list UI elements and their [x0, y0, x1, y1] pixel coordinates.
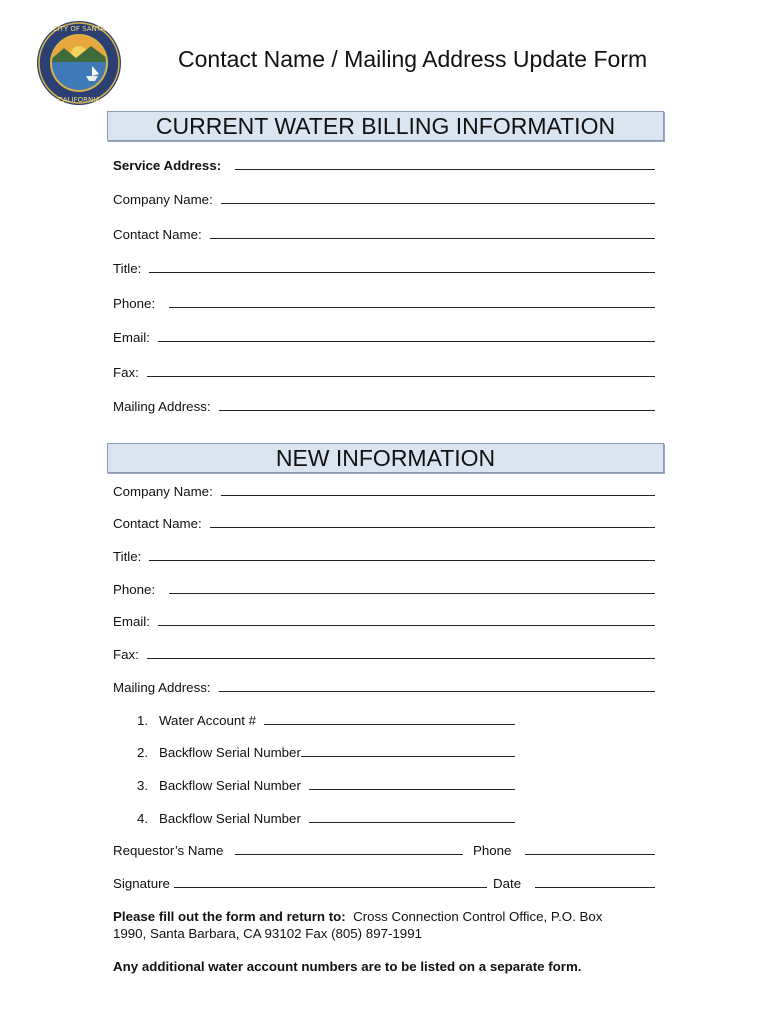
item-number: 3.: [137, 778, 149, 793]
field-water-account[interactable]: [137, 713, 515, 728]
field-mailing-address[interactable]: [113, 399, 655, 414]
field-backflow-serial-2[interactable]: [137, 778, 515, 793]
field-label: Title:: [113, 549, 142, 564]
item-number: 1.: [137, 713, 149, 728]
field-label: Company Name:: [113, 192, 213, 207]
field-label: Phone:: [113, 296, 156, 311]
field-label: Phone:: [113, 582, 156, 597]
current-info-heading: CURRENT WATER BILLING INFORMATION: [107, 111, 664, 141]
svg-text:CITY OF SANTA: CITY OF SANTA: [52, 25, 106, 33]
city-seal-icon: [36, 18, 122, 108]
field-backflow-serial-1[interactable]: [137, 745, 515, 760]
field-label: Water Account #: [159, 713, 257, 728]
field-label: Contact Name:: [113, 227, 202, 242]
field-service-address[interactable]: [113, 158, 655, 173]
additional-accounts-note: Any additional water account numbers are to be listed on a separate form.: [113, 959, 582, 974]
field-label: Signature: [113, 876, 170, 891]
field-label: Fax:: [113, 365, 139, 380]
field-email[interactable]: [113, 330, 655, 345]
field-fax[interactable]: [113, 365, 655, 380]
new-field-email[interactable]: [113, 614, 655, 629]
field-label: Email:: [113, 330, 150, 345]
svg-text:CALIFORNIA: CALIFORNIA: [57, 96, 101, 104]
field-requestor-phone[interactable]: [473, 843, 655, 858]
field-label: Mailing Address:: [113, 399, 211, 414]
item-number: 4.: [137, 811, 149, 826]
field-label: Email:: [113, 614, 150, 629]
field-label: Requestor’s Name: [113, 843, 224, 858]
new-field-mailing-address[interactable]: [113, 680, 655, 695]
requestor-row: [113, 843, 655, 858]
page-title: Contact Name / Mailing Address Update Form: [178, 46, 648, 72]
field-date[interactable]: [493, 876, 655, 891]
field-label: Backflow Serial Number: [159, 811, 301, 826]
field-phone[interactable]: [113, 296, 655, 311]
new-field-title[interactable]: [113, 549, 655, 564]
field-label: Contact Name:: [113, 516, 202, 531]
field-label: Backflow Serial Number: [159, 745, 301, 760]
field-label: Phone: [473, 843, 512, 858]
field-label: Title:: [113, 261, 142, 276]
new-field-phone[interactable]: [113, 582, 655, 597]
field-title[interactable]: [113, 261, 655, 276]
field-label: Service Address:: [113, 158, 222, 173]
field-label: Mailing Address:: [113, 680, 211, 695]
field-label: Fax:: [113, 647, 139, 662]
field-signature[interactable]: [113, 876, 493, 891]
signature-row: [113, 876, 655, 891]
field-company-name[interactable]: [113, 192, 655, 207]
instruction-line2: 1990, Santa Barbara, CA 93102 Fax (805) 897-1991: [113, 926, 422, 941]
field-contact-name[interactable]: [113, 227, 655, 242]
field-label: Date: [493, 876, 522, 891]
new-field-fax[interactable]: [113, 647, 655, 662]
field-requestor-name[interactable]: [113, 843, 473, 858]
field-backflow-serial-3[interactable]: [137, 811, 515, 826]
field-label: Backflow Serial Number: [159, 778, 301, 793]
field-label: Company Name:: [113, 484, 213, 499]
new-field-company-name[interactable]: [113, 484, 655, 499]
new-field-contact-name[interactable]: [113, 516, 655, 531]
new-info-heading: NEW INFORMATION: [107, 443, 664, 473]
return-instructions: [113, 908, 658, 942]
item-number: 2.: [137, 745, 149, 760]
instruction-bold: Please fill out the form and return to:: [113, 909, 346, 924]
instruction-line1: Cross Connection Control Office, P.O. Box: [353, 909, 603, 924]
